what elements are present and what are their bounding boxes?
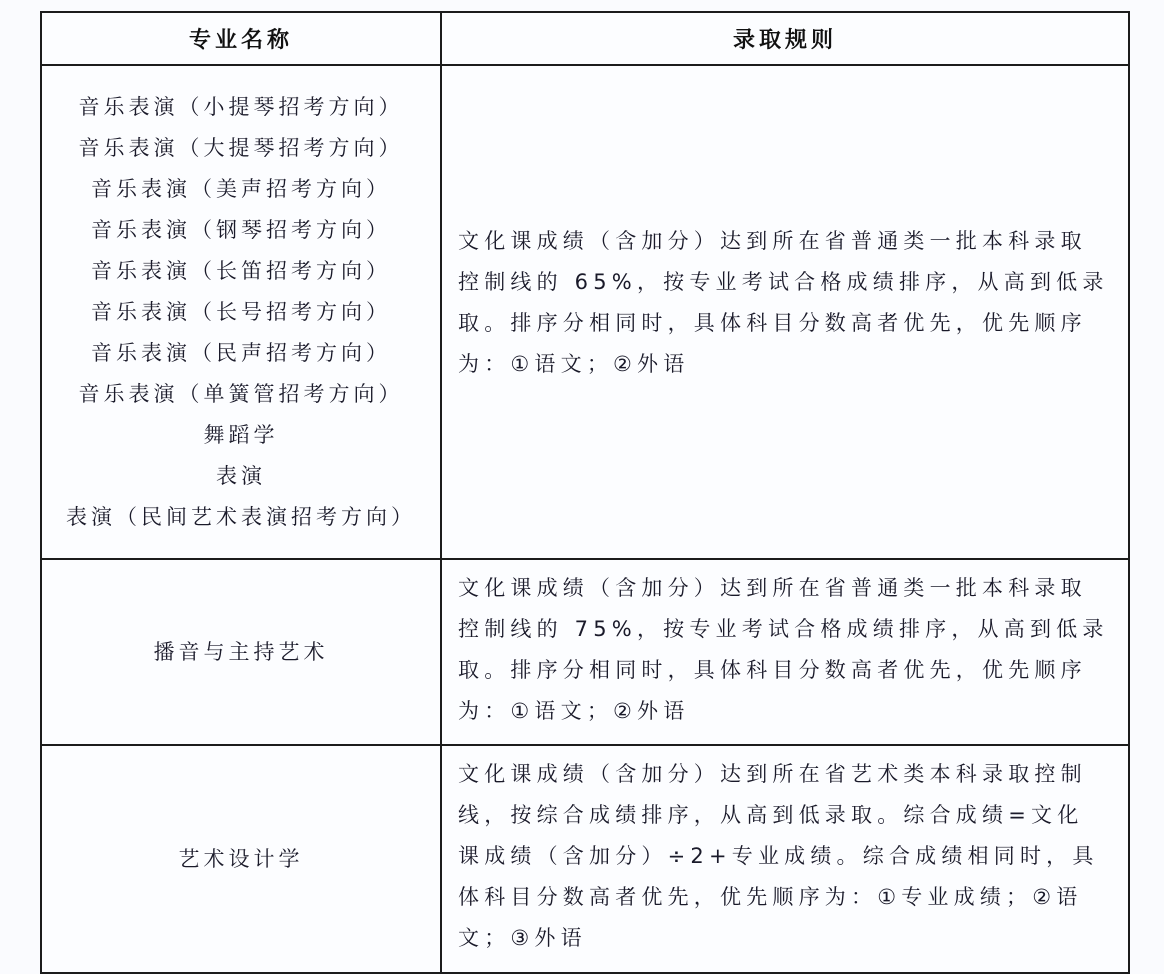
major-name: 音乐表演（小提琴招考方向） <box>78 94 404 119</box>
major-name-cell <box>41 65 441 559</box>
major-name: 舞蹈学 <box>203 422 279 447</box>
header-admission-rule: 录取规则 <box>441 12 1129 65</box>
rule-text-line: 为：①语文；②外语 <box>458 699 690 723</box>
rule-text-line: 线，按综合成绩排序，从高到低录取。综合成绩=文化 <box>458 803 1084 827</box>
rule-text-line: 取。排序分相同时，具体科目分数高者优先，优先顺序 <box>458 658 1087 682</box>
table-row <box>41 559 1129 745</box>
major-name: 艺术设计学 <box>178 846 304 871</box>
admission-rules-table <box>40 11 1130 974</box>
table-row <box>41 65 1129 559</box>
major-name-cell <box>41 559 441 745</box>
header-major-name: 专业名称 <box>41 12 441 65</box>
rule-text-line: 文化课成绩（含加分）达到所在省普通类一批本科录取 <box>458 229 1087 253</box>
admission-rule-cell <box>441 65 1129 559</box>
rule-text-line: 体科目分数高者优先，优先顺序为：①专业成绩；②语 <box>458 885 1083 909</box>
major-name-cell <box>41 745 441 973</box>
major-name: 音乐表演（钢琴招考方向） <box>91 217 391 242</box>
major-name: 音乐表演（民声招考方向） <box>91 340 391 365</box>
rule-text-line: 文；③外语 <box>458 926 587 950</box>
major-name: 音乐表演（单簧管招考方向） <box>78 381 404 406</box>
major-name: 音乐表演（美声招考方向） <box>91 176 391 201</box>
major-name: 播音与主持艺术 <box>153 639 329 664</box>
major-name: 表演（民间艺术表演招考方向） <box>66 504 416 529</box>
rule-text-line: 取。排序分相同时，具体科目分数高者优先，优先顺序 <box>458 311 1087 335</box>
major-name: 表演 <box>216 463 266 488</box>
rule-text-line: 文化课成绩（含加分）达到所在省艺术类本科录取控制 <box>458 762 1087 786</box>
rule-text-line: 控制线的 65%，按专业考试合格成绩排序，从高到低录 <box>458 270 1109 294</box>
major-name: 音乐表演（长笛招考方向） <box>91 258 391 283</box>
admission-rule-cell <box>441 745 1129 973</box>
rule-text-line: 课成绩（含加分）÷2+专业成绩。综合成绩相同时，具 <box>458 844 1099 868</box>
admission-rule-cell <box>441 559 1129 745</box>
rule-text-line: 控制线的 75%，按专业考试合格成绩排序，从高到低录 <box>458 617 1109 641</box>
rule-text-line: 为：①语文；②外语 <box>458 352 690 376</box>
table-header-row <box>41 12 1129 65</box>
table-row <box>41 745 1129 973</box>
major-name: 音乐表演（大提琴招考方向） <box>78 135 404 160</box>
rule-text-line: 文化课成绩（含加分）达到所在省普通类一批本科录取 <box>458 576 1087 600</box>
major-name: 音乐表演（长号招考方向） <box>91 299 391 324</box>
